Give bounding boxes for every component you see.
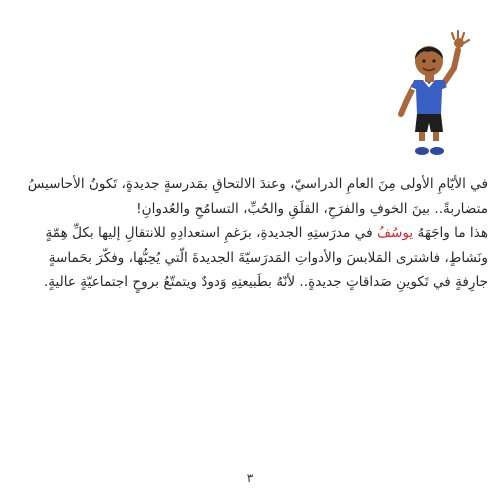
paragraph-2-rest: في مدرَستِهِ الجديدةِ، برَغمِ استعدادِهِ للانتقالِ إليها بكلِّ هِمّةٍ ونَشاطٍ، فاشترى المَلابسَ والأدواتِ المَدرَسيّةَ الجديدةَ الّتي يُحِبُّها، وفكّرَ بحَماسةٍ جارِفةٍ في تَكوينِ صَداقاتٍ جديدةٍ.. لأنّهُ بطَبيعتِهِ وَدودٌ ويتمتّعُ بروحٍ اجتماعيّةٍ عاليةٍ. xyxy=(43,225,488,291)
right-shoe xyxy=(430,147,444,155)
paragraph-2-start: هذا ما واجَهَهُ xyxy=(413,225,488,242)
left-shoe xyxy=(415,147,429,155)
paragraph-1: في الأيّامِ الأولى مِنَ العامِ الدراسيّ، وعندَ الالتحاقِ بمَدرسةٍ جديدةٍ، تَكونُ الأحاسيسُ متضاربةً.. بينَ الخوفِ والفرَحِ، القلَقِ والحُبِّ، التسامُحِ والعُدوانِ! xyxy=(27,176,488,217)
boy-waving-illustration xyxy=(392,28,472,158)
page-number: ٣ xyxy=(246,471,254,485)
black-shorts xyxy=(415,114,443,132)
lowered-arm xyxy=(401,86,414,114)
raised-arm xyxy=(444,50,458,83)
story-text xyxy=(14,172,488,295)
character-name-highlight: يوسُفُ xyxy=(376,225,414,242)
paragraph-2 xyxy=(14,221,488,295)
